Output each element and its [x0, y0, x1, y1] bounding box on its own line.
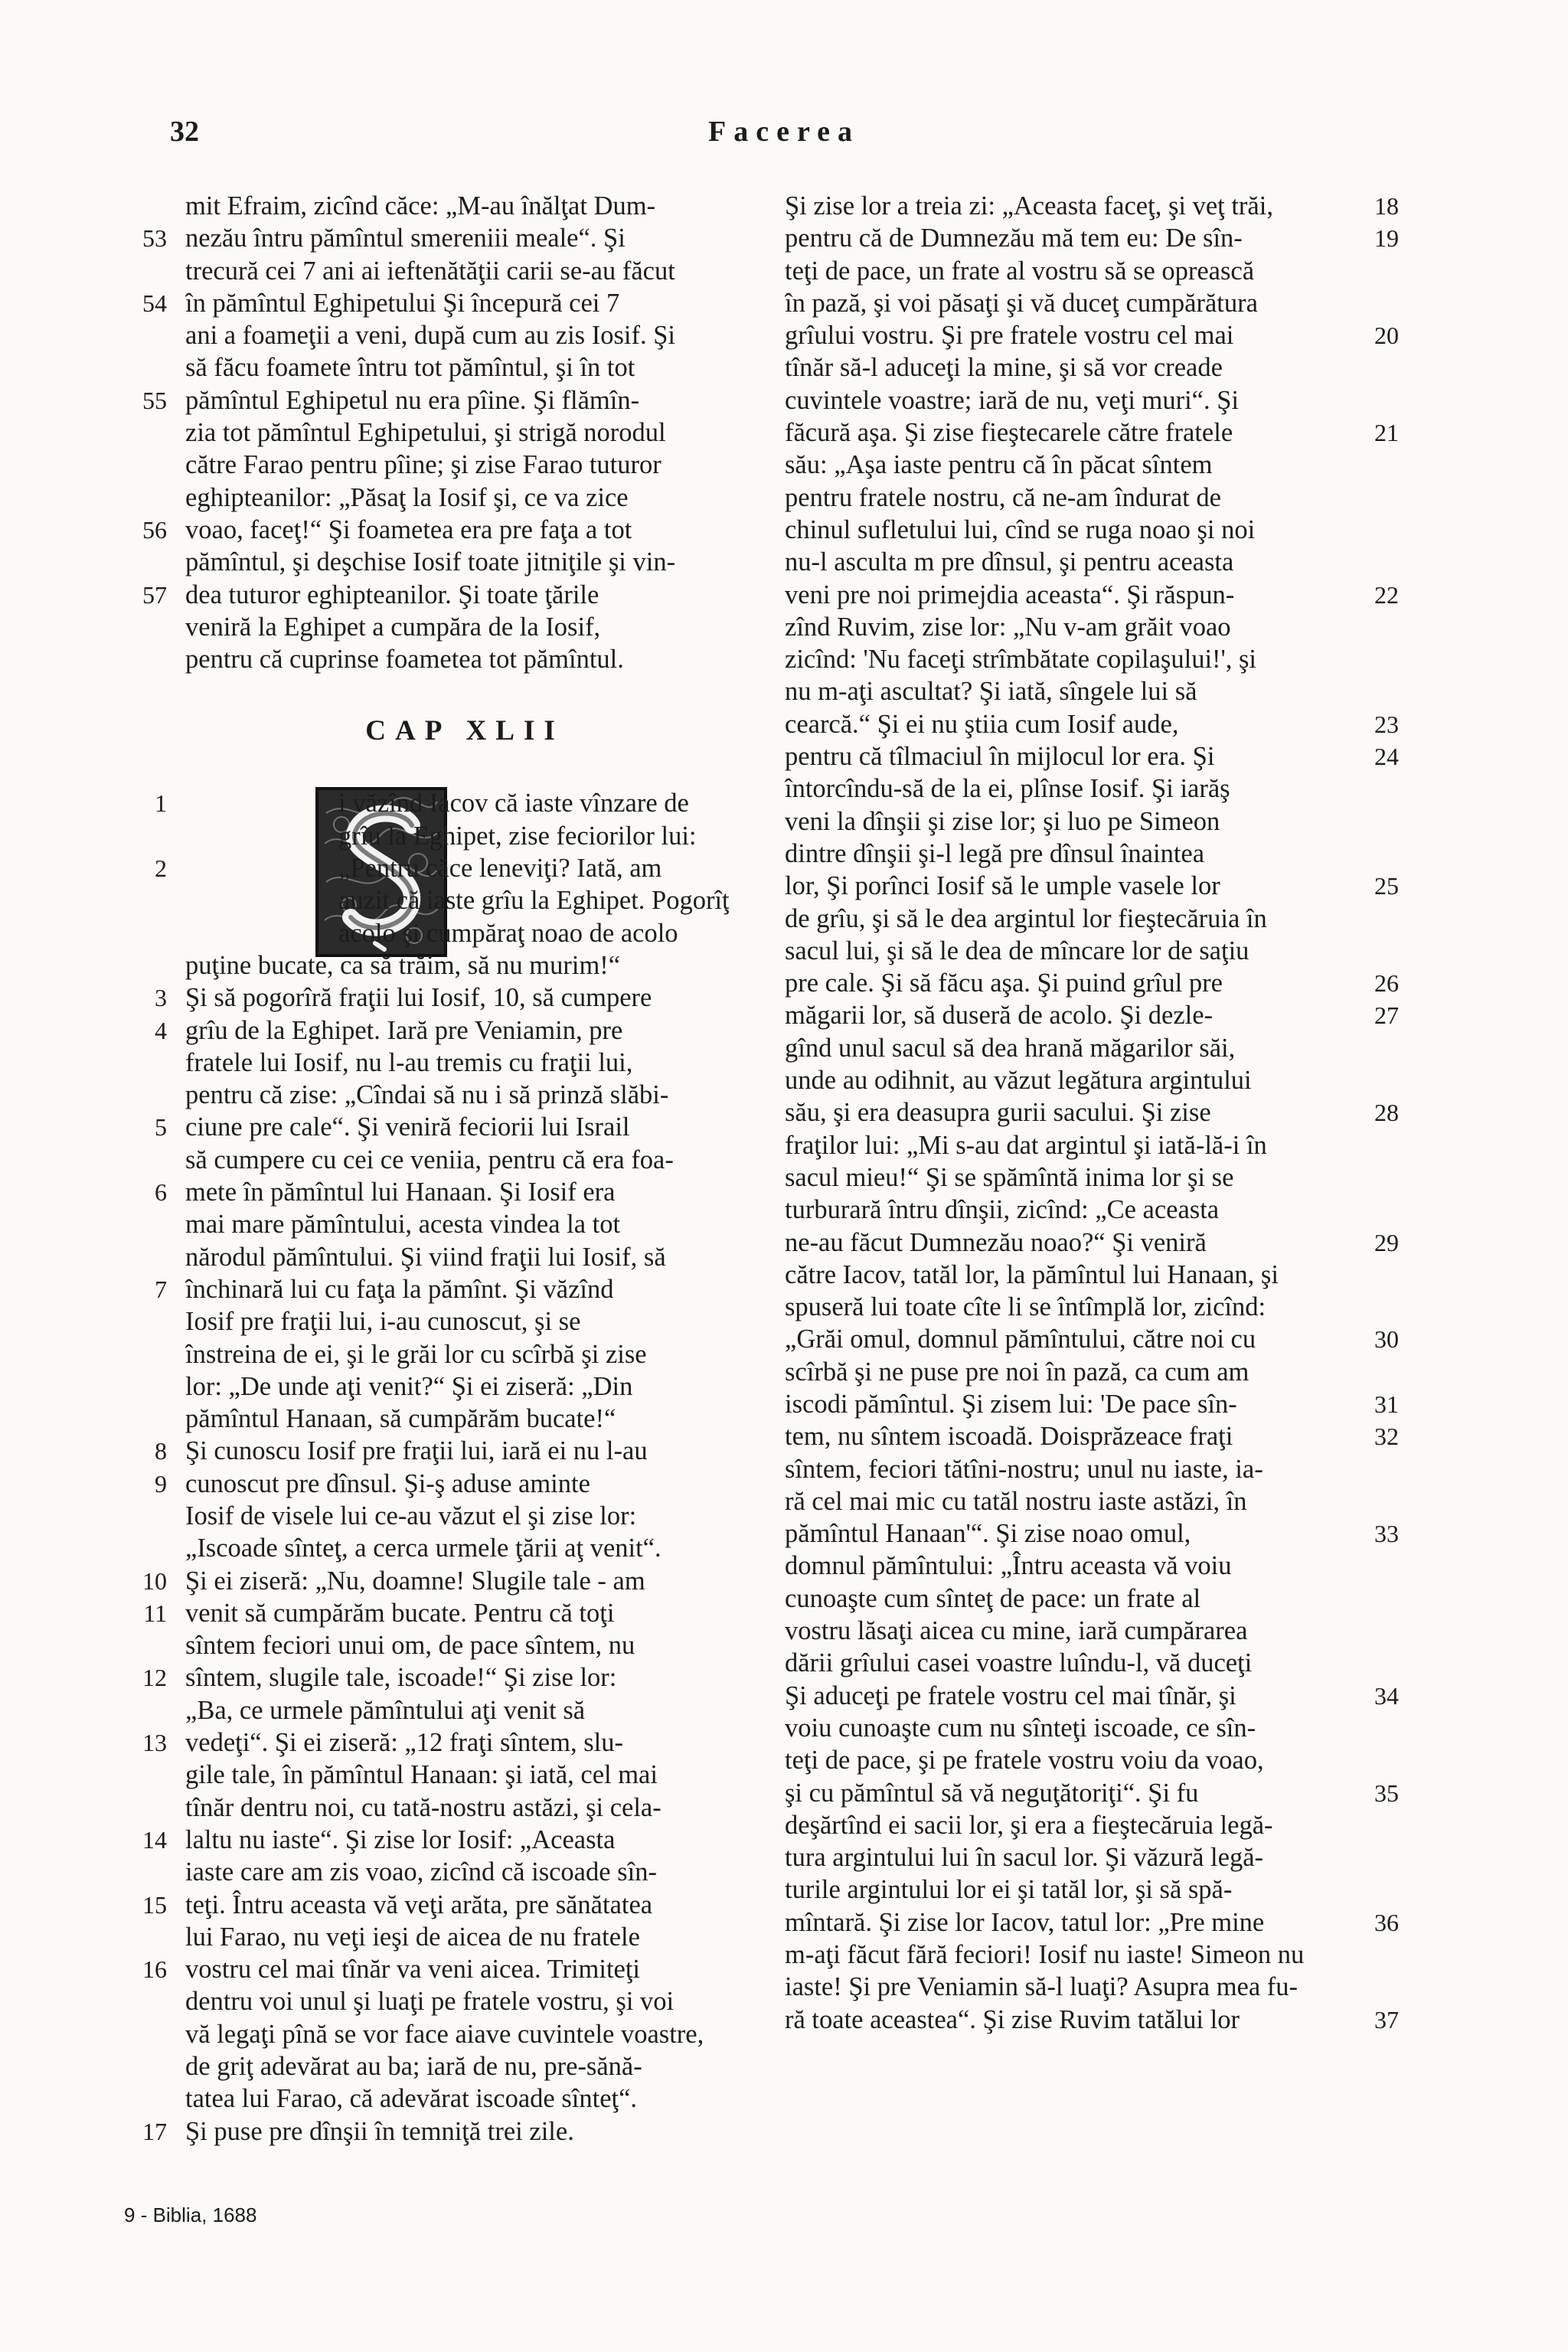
text-line [785, 870, 1451, 902]
line-text: mete în pămîntul lui Hanaan. Şi Iosif era [185, 1178, 616, 1207]
line-text: tura argintului lui în sacul lor. Şi văzură legă- [785, 1843, 1263, 1873]
line-text: către Iacov, tatăl lor, la pămîntul lui Hanaan, şi [785, 1259, 1279, 1289]
text-line [130, 416, 796, 449]
text-line [785, 773, 1451, 805]
text-line [785, 805, 1451, 838]
line-text: pentru că cuprinse foametea tot pămîntul. [185, 645, 624, 675]
verse-number: 36 [1374, 1908, 1399, 1936]
text-line [130, 1889, 796, 1921]
text-line [130, 1759, 796, 1791]
text-line [130, 1500, 796, 1532]
verse-number: 9 [155, 1469, 167, 1498]
text-line [130, 351, 796, 384]
line-text: Şi să pogorîră fraţii lui Iosif, 10, să cumpere [185, 983, 652, 1013]
line-text: pămîntul Hanaan'“. Şi zise noao omul, [785, 1519, 1191, 1549]
line-text: fraţilor lui: „Mi s-au dat argintul şi iată-lă-i în [785, 1130, 1267, 1160]
text-line [130, 1273, 796, 1305]
text-line [785, 1680, 1451, 1712]
text-line [785, 1841, 1451, 1873]
text-line [130, 1468, 796, 1500]
text-line [130, 1597, 796, 1629]
verse-number: 18 [1374, 192, 1399, 220]
line-text: tatea lui Farao, că adevărat iscoade sînteţ“. [185, 2084, 638, 2114]
text-line [130, 2115, 796, 2148]
line-text: grîului vostru. Şi pre fratele vostru cel mai [785, 321, 1234, 351]
line-text: de grîu, şi să le dea argintul lor fieştecăruia în [785, 903, 1267, 933]
footer-signature: 9 - Biblia, 1688 [124, 2203, 257, 2226]
text-line [785, 514, 1451, 546]
verse-number: 34 [1374, 1681, 1399, 1710]
verse-number: 4 [155, 1016, 167, 1044]
line-text: către Farao pentru pîine; şi zise Farao tuturor [185, 450, 662, 480]
line-text: cunoscut pre dînsul. Şi-ş aduse aminte [185, 1468, 590, 1498]
text-line [130, 1985, 796, 2017]
verse-number: 26 [1374, 969, 1399, 998]
text-line [785, 1323, 1451, 1355]
line-text: nezău întru pămîntul smereniii meale“. Şi [185, 224, 626, 253]
text-line [130, 449, 796, 481]
line-text: voao, faceţ!“ Şi foametea era pre faţa a tot [185, 514, 632, 544]
line-text: grîu de la Eghipet. Iară pre Veniamin, pre [185, 1015, 623, 1045]
verse-number: 31 [1374, 1390, 1399, 1418]
chapter-heading: CAP XLII [365, 715, 564, 747]
line-text: întorcîndu-să de la ei, plînse Iosif. Şi iarăş [785, 774, 1230, 804]
line-text: „Iscoade sînteţ, a cerca urmele ţării aţ venit“. [185, 1534, 662, 1563]
verse-number: 29 [1374, 1228, 1399, 1256]
text-line [785, 1194, 1451, 1226]
line-text: nu-l asculta m pre dînsul, şi pentru aceasta [785, 547, 1234, 577]
text-line [785, 351, 1451, 384]
text-line [785, 1096, 1451, 1129]
line-text: spuseră lui toate cîte li se întîmplă lor, zicînd: [785, 1292, 1266, 1322]
text-line [785, 319, 1451, 351]
verse-number: 3 [155, 984, 167, 1012]
text-line [785, 675, 1451, 707]
line-text: scîrbă şi ne puse pre noi în pază, ca cum am [785, 1357, 1250, 1387]
text-line [130, 1403, 796, 1435]
line-text: domnul pămîntului: „Întru aceasta vă voiu [785, 1551, 1232, 1581]
text-line [130, 1208, 796, 1240]
text-line [785, 1809, 1451, 1841]
text-line [785, 1485, 1451, 1517]
text-line [785, 935, 1451, 967]
line-text: pentru fratele nostru, că ne-am îndurat de [785, 482, 1221, 512]
line-text: nu m-aţi ascultat? Şi iată, sîngele lui să [785, 677, 1197, 707]
line-text: „Ba, ce urmele pămîntului aţi venit să [185, 1695, 586, 1725]
line-text: închinară lui cu faţa la pămînt. Şi văzînd [185, 1274, 614, 1304]
verse-number: 15 [142, 1890, 167, 1919]
verse-number: 37 [1374, 2005, 1399, 2034]
line-text: sacul mieu!“ Şi se spămîntă inima lor şi se [785, 1162, 1234, 1192]
text-line [130, 643, 796, 675]
text-line [785, 287, 1451, 319]
right-column [785, 190, 1451, 2036]
text-line [130, 1824, 796, 1856]
text-line [785, 903, 1451, 935]
text-line [130, 982, 796, 1014]
text-line [130, 482, 796, 514]
line-text: dintre dînşii şi-l legă pre dînsul înaintea [785, 838, 1205, 868]
text-line [785, 1971, 1451, 2003]
text-line [130, 1694, 796, 1726]
text-line [130, 1629, 796, 1661]
chapter-opening-text [130, 787, 796, 949]
text-line [785, 1129, 1451, 1161]
text-line [130, 579, 796, 611]
verse-number: 27 [1374, 1001, 1399, 1030]
line-text: de griţ adevărat au ba; iară de nu, pre-sănă- [185, 2052, 642, 2082]
right-column-text [785, 190, 1451, 2036]
line-text: veniră la Eghipet a cumpăra de la Iosif, [185, 612, 601, 642]
text-line [785, 1712, 1451, 1744]
line-text: în pămîntul Eghipetului Şi începură cei 7 [185, 288, 620, 318]
text-line [130, 1111, 796, 1143]
text-line [785, 1550, 1451, 1582]
line-text: pămîntul, şi deşchise Iosif toate jitniţile şi vin- [185, 547, 676, 577]
text-line [130, 319, 796, 351]
text-line [130, 1014, 796, 1047]
verse-number: 6 [155, 1178, 167, 1207]
text-line [130, 2018, 796, 2050]
line-text: făcură aşa. Şi zise fieştecarele către fratele [785, 418, 1233, 448]
line-text: chinul sufletului lui, cînd se ruga noao şi noi [785, 514, 1256, 544]
text-line [130, 820, 796, 852]
text-line [785, 384, 1451, 416]
text-line [785, 190, 1451, 222]
text-line [785, 1064, 1451, 1096]
line-text: ră cel mai mic cu tatăl nostru iaste astăzi, în [785, 1486, 1247, 1516]
line-text: voiu cunoaşte cum nu sînteţi iscoade, ce sîn- [785, 1713, 1256, 1743]
text-line [785, 1227, 1451, 1259]
text-line [130, 1079, 796, 1111]
text-line [785, 1744, 1451, 1776]
text-line [130, 1726, 796, 1759]
running-title: Facerea [708, 116, 860, 148]
line-text: Şi zise lor a treia zi: „Aceasta faceţ, şi veţ trăi, [785, 191, 1273, 220]
verse-number: 17 [142, 2117, 167, 2145]
verse-number: 56 [142, 515, 167, 544]
line-text: gile tale, în pămîntul Hanaan: şi iată, cel mai [185, 1760, 658, 1790]
line-text: zînd Ruvim, zise lor: „Nu v-am grăit voao [785, 612, 1231, 642]
verse-number: 53 [142, 224, 167, 253]
line-text: vostru lăsaţi aicea cu mine, iară cumpărarea [785, 1616, 1248, 1646]
line-text: pre cale. Şi să făcu aşa. Şi puind grîul pre [785, 969, 1223, 998]
text-line [785, 1161, 1451, 1194]
line-text: Şi aduceţi pe fratele vostru cel mai tînăr, şi [785, 1681, 1236, 1710]
line-text: turile argintului lor ei şi tatăl lor, şi să spă- [785, 1875, 1233, 1905]
text-line [785, 967, 1451, 999]
line-text: eghipteanilor: „Păsaţ la Iosif şi, ce va zice [185, 482, 629, 512]
line-text: laltu nu iaste“. Şi zise lor Iosif: „Aceasta [185, 1824, 616, 1854]
line-text: mîntară. Şi zise lor Iacov, tatul lor: „Pre mine [785, 1907, 1265, 1937]
left-column-text-after-opening [130, 949, 796, 2148]
text-line [130, 1338, 796, 1370]
verse-number: 16 [142, 1955, 167, 1984]
verse-number: 8 [155, 1437, 167, 1465]
line-text: pentru că zise: „Cîndai să nu i să prinză slăbi- [185, 1080, 669, 1110]
text-line [130, 917, 796, 949]
verse-number: 7 [155, 1275, 167, 1303]
line-text: dentru voi unul şi luaţi pe fratele vostru, şi voi [185, 1987, 675, 2017]
text-line [785, 546, 1451, 578]
line-text: sacul lui, şi să le dea de mîncare lor de saţiu [785, 936, 1250, 965]
line-text: auzit că iaste grîu la Eghipet. Pogorîţ [338, 886, 730, 916]
line-text: Şi ei ziseră: „Nu, doamne! Slugile tale - am [185, 1566, 645, 1596]
line-text: teţi. Întru aceasta vă veţi arăta, pre sănătatea [185, 1890, 653, 1919]
text-line [130, 1921, 796, 1953]
line-text: ani a foameţii a veni, după cum au zis Iosif. Şi [185, 321, 675, 351]
line-text: zia tot pămîntul Eghipetului, şi strigă norodul [185, 418, 666, 448]
verse-number: 22 [1374, 580, 1399, 609]
verse-number: 19 [1374, 224, 1399, 253]
verse-number: 54 [142, 289, 167, 317]
text-line [130, 852, 796, 884]
text-line [785, 1356, 1451, 1388]
line-text: vedeţi“. Şi ei ziseră: „12 fraţi sîntem, slu- [185, 1728, 623, 1758]
text-line [130, 1305, 796, 1338]
line-text: sîntem feciori unui om, de pace sîntem, nu [185, 1631, 635, 1661]
line-text: cunoaşte cum sînteţ de pace: un frate al [785, 1583, 1201, 1613]
line-text: veni pre noi primejdia aceasta“. Şi răspun- [785, 580, 1235, 609]
text-line [130, 222, 796, 254]
line-text: Şi cunoscu Iosif pre fraţii lui, iară ei nu l-au [185, 1436, 648, 1466]
line-text: venit să cumpărăm bucate. Pentru că toţi [185, 1598, 615, 1628]
page-number: 32 [170, 116, 199, 148]
line-text: cuvintele voastre; iară de nu, veţi muri“. Şi [785, 385, 1240, 415]
verse-number: 32 [1374, 1423, 1399, 1451]
line-text: „Grăi omul, domnul pămîntului, către noi cu [785, 1325, 1256, 1354]
verse-number: 21 [1374, 419, 1399, 447]
line-text: pentru că de Dumnezău mă tem eu: De sîn- [785, 224, 1243, 253]
text-line [785, 2004, 1451, 2036]
line-text: tînăr dentru noi, cu tată-nostru astăzi, şi cela- [185, 1792, 662, 1822]
verse-number: 24 [1374, 743, 1399, 771]
line-text: mit Efraim, zicînd căce: „M-au înălţat Dum- [185, 191, 656, 220]
text-line [130, 1953, 796, 1985]
line-text: său: „Aşa iaste pentru că în păcat sîntem [785, 450, 1213, 480]
verse-number: 25 [1374, 872, 1399, 900]
text-line [130, 1792, 796, 1824]
line-text: Iosif de visele lui ce-au văzut el şi zise lor: [185, 1501, 637, 1530]
text-line [130, 1370, 796, 1403]
text-line [785, 611, 1451, 643]
line-text: turburară întru dînşii, zicînd: „Ce aceasta [785, 1195, 1220, 1225]
line-text: în pază, şi voi păsaţi şi vă duceţ cumpărătura [785, 288, 1258, 318]
text-line [130, 2082, 796, 2115]
text-line [785, 222, 1451, 254]
line-text: vostru cel mai tînăr va veni aicea. Trimiteţi [185, 1955, 641, 1984]
text-line [130, 190, 796, 222]
verse-number: 5 [155, 1113, 167, 1142]
text-line [785, 1517, 1451, 1550]
verse-number: 13 [142, 1729, 167, 1757]
line-text: zicînd: 'Nu faceţi strîmbătate copilaşului!', şi [785, 645, 1256, 675]
text-line [130, 884, 796, 916]
line-text: „Pentru căce leneviţi? Iată, am [338, 854, 662, 884]
verse-number: 12 [142, 1664, 167, 1692]
verse-number: 28 [1374, 1099, 1399, 1127]
text-line [130, 1435, 796, 1467]
text-line [130, 384, 796, 416]
line-text: vă legaţi pînă se vor face aiave cuvintele voastre, [185, 2019, 704, 2049]
line-text: ciune pre cale“. Şi veniră feciorii lui Israil [185, 1112, 630, 1142]
line-text: sîntem, feciori tătîni-nostru; unul nu iaste, ia- [785, 1454, 1263, 1484]
line-text: pentru că tîlmaciul în mijlocul lor era. Şi [785, 742, 1215, 772]
line-text: iaste! Şi pre Veniamin să-l luaţi? Asupra mea fu- [785, 1972, 1298, 2002]
verse-number: 30 [1374, 1325, 1399, 1354]
line-text: său, şi era deasupra gurii sacului. Şi zise [785, 1098, 1211, 1128]
line-text: pămîntul Eghipetul nu era pîine. Şi flămîn- [185, 385, 640, 415]
text-line [785, 416, 1451, 449]
text-line [130, 1565, 796, 1597]
text-line [130, 787, 796, 819]
text-line [785, 1939, 1451, 1971]
text-line [785, 643, 1451, 675]
text-line [130, 1176, 796, 1208]
verse-number: 55 [142, 386, 167, 414]
text-line [785, 1873, 1451, 1906]
line-text: grîu la Eghipet, zise feciorilor lui: [338, 821, 697, 851]
line-text: sîntem, slugile tale, iscoade!“ Şi zise lor: [185, 1663, 617, 1693]
line-text: fratele lui Iosif, nu l-au tremis cu fraţii lui, [185, 1047, 633, 1077]
line-text: dării grîului casei voastre luîndu-l, vă duceţi [785, 1648, 1253, 1678]
line-text: Şi puse pre dînşii în temniţă trei zile. [185, 2116, 574, 2146]
line-text: să făcu foamete întru tot pămîntul, şi în tot [185, 353, 635, 383]
text-line [785, 708, 1451, 740]
text-line [785, 1906, 1451, 1939]
text-line [785, 1291, 1451, 1323]
text-line [130, 1241, 796, 1273]
text-line [785, 482, 1451, 514]
text-line [785, 449, 1451, 481]
verse-number: 10 [142, 1566, 167, 1595]
line-text: teţi de pace, şi pe fratele vostru voiu da voao, [785, 1746, 1264, 1775]
text-line [785, 579, 1451, 611]
verse-number: 23 [1374, 710, 1399, 738]
text-line [785, 1615, 1451, 1647]
text-line [785, 1453, 1451, 1485]
line-text: i văzînd Iacov că iaste vînzare de [338, 789, 689, 818]
text-line [130, 949, 796, 982]
text-line [130, 2050, 796, 2082]
line-text: măgarii lor, să duseră de acolo. Şi dezle- [785, 1001, 1214, 1031]
line-text: m-aţi făcut fără feciori! Iosif nu iaste! Simeon nu [785, 1940, 1305, 1970]
verse-number: 35 [1374, 1779, 1399, 1807]
verse-number: 20 [1374, 322, 1399, 350]
line-text: ră toate aceastea“. Şi zise Ruvim tatălui lor [785, 2004, 1240, 2034]
line-text: veni la dînşii şi zise lor; şi luo pe Simeon [785, 806, 1220, 836]
text-line [130, 514, 796, 546]
text-line [785, 1583, 1451, 1615]
left-column-text-before-chapter [130, 190, 796, 675]
line-text: iaste care am zis voao, zicînd că iscoade sîn- [185, 1857, 657, 1887]
line-text: ne-au făcut Dumnezău noao?“ Şi veniră [785, 1227, 1207, 1257]
verse-number: 2 [155, 854, 167, 883]
line-text: mai mare pămîntului, acesta vindea la tot [185, 1210, 621, 1240]
text-line [785, 838, 1451, 870]
text-line [785, 1032, 1451, 1064]
text-line [785, 255, 1451, 287]
text-line [785, 1388, 1451, 1420]
text-line [785, 1647, 1451, 1679]
text-line [130, 1144, 796, 1176]
line-text: trecură cei 7 ani ai ieftenătăţii carii se-au făcut [185, 256, 675, 286]
text-line [785, 1259, 1451, 1291]
line-text: Iosif pre fraţii lui, i-au cunoscut, şi se [185, 1307, 581, 1337]
text-line [785, 1777, 1451, 1809]
line-text: lor: „De unde aţi venit?“ Şi ei ziseră: „Din [185, 1371, 633, 1401]
verse-number: 57 [142, 580, 167, 609]
line-text: înstreina de ei, şi le grăi lor cu scîrbă şi zise [185, 1339, 647, 1369]
text-line [130, 1856, 796, 1888]
text-line [130, 611, 796, 643]
text-line [130, 1661, 796, 1694]
left-column [130, 190, 796, 2148]
line-text: unde au odihnit, au văzut legătura argintului [785, 1066, 1252, 1096]
line-text: să cumpere cu cei ce veniia, pentru că era foa- [185, 1145, 674, 1174]
line-text: dea tuturor eghipteanilor. Şi toate ţările [185, 580, 599, 609]
text-line [785, 1420, 1451, 1452]
text-line [130, 546, 796, 578]
line-text: lor, Şi porînci Iosif să le umple vasele lor [785, 871, 1220, 901]
verse-number: 1 [155, 789, 167, 818]
text-line [130, 255, 796, 287]
line-text: tem, nu sîntem iscoadă. Doisprăzeace fraţi [785, 1422, 1233, 1452]
text-line [130, 1047, 796, 1079]
line-text: nărodul pămîntului. Şi viind fraţii lui Iosif, să [185, 1242, 666, 1272]
verse-number: 11 [143, 1599, 167, 1627]
line-text: şi cu pămîntul să vă neguţătoriţi“. Şi fu [785, 1778, 1199, 1808]
verse-number: 33 [1374, 1520, 1399, 1548]
line-text: teţi de pace, un frate al vostru să se oprească [785, 256, 1255, 286]
text-line [130, 287, 796, 319]
verse-number: 14 [142, 1825, 167, 1854]
line-text: acolo şi cumpăraţ noao de acolo [338, 918, 678, 948]
line-text: puţine bucate, ca să trăim, să nu murim!“ [185, 950, 621, 980]
line-text: iscodi pămîntul. Şi zisem lui: 'De pace sîn- [785, 1389, 1237, 1419]
text-line [785, 740, 1451, 773]
line-text: deşărtînd ei sacii lor, şi era a fieştecăruia legă- [785, 1810, 1273, 1840]
text-line [130, 1532, 796, 1564]
text-line [785, 999, 1451, 1031]
line-text: pămîntul Hanaan, să cumpărăm bucate!“ [185, 1404, 616, 1434]
line-text: gînd unul sacul să dea hrană măgarilor săi, [785, 1033, 1236, 1063]
line-text: lui Farao, nu veţi ieşi de aicea de nu fratele [185, 1922, 640, 1952]
line-text: tînăr să-l aduceţi la mine, şi să vor creade [785, 353, 1223, 383]
line-text: cearcă.“ Şi ei nu ştiia cum Iosif aude, [785, 709, 1179, 739]
